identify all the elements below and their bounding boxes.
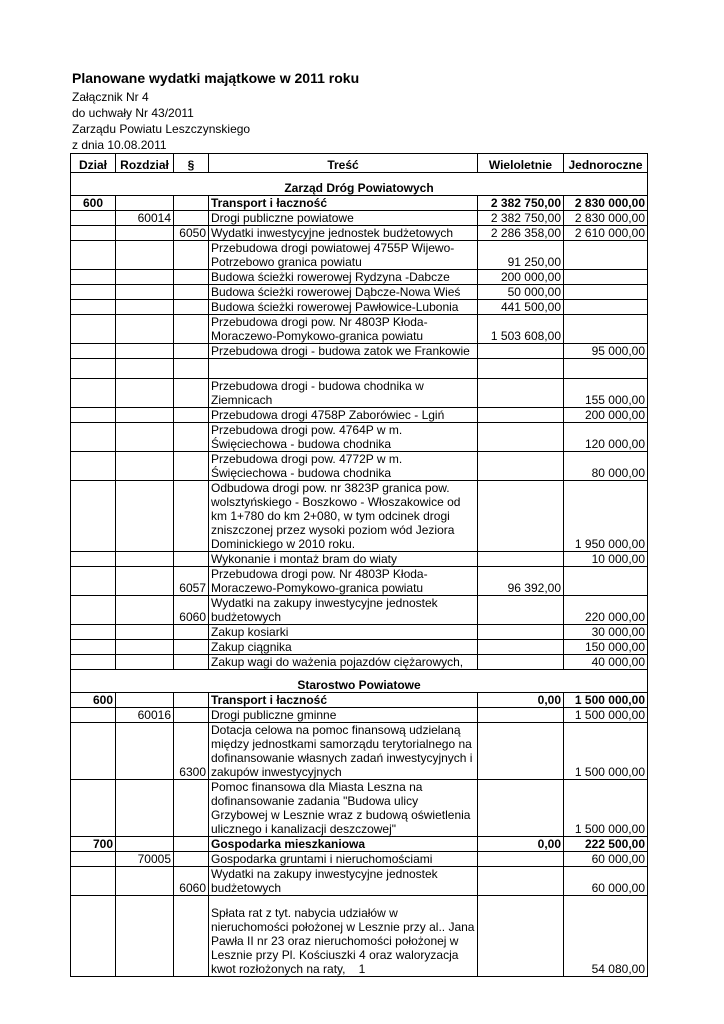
cell-dzial: [71, 359, 116, 379]
subtitle-line-1: Załącznik Nr 4: [72, 90, 149, 104]
cell-jednoroczne: [564, 270, 648, 285]
cell-dzial: 700: [71, 837, 116, 852]
table-header-row: [71, 154, 648, 173]
cell-wieloletnie: [478, 867, 564, 896]
table-row: [71, 423, 648, 452]
cell-paragraf: 6057: [174, 567, 209, 596]
table-body: [71, 173, 648, 977]
cell-jednoroczne: 1 950 000,00: [564, 481, 648, 552]
cell-wieloletnie: [478, 379, 564, 408]
cell-tresc: Przebudowa drogi - budowa chodnika w Ziemnicach: [209, 379, 478, 408]
cell-tresc: Drogi publiczne gminne: [209, 708, 478, 723]
cell-wieloletnie: 96 392,00: [478, 567, 564, 596]
cell-dzial: [71, 379, 116, 408]
cell-dzial: 600: [71, 693, 116, 708]
header-paragraf: §: [174, 154, 209, 173]
cell-paragraf: [174, 780, 209, 837]
cell-jednoroczne: 120 000,00: [564, 423, 648, 452]
cell-paragraf: [174, 196, 209, 211]
cell-rozdzial: [116, 315, 174, 344]
cell-rozdzial: [116, 344, 174, 359]
cell-paragraf: 6300: [174, 723, 209, 780]
cell-rozdzial: [116, 723, 174, 780]
cell-wieloletnie: [478, 423, 564, 452]
cell-tresc: Gospodarka gruntami i nieruchomościami: [209, 852, 478, 867]
cell-wieloletnie: 441 500,00: [478, 300, 564, 315]
cell-wieloletnie: [478, 408, 564, 423]
table-row: [71, 241, 648, 270]
cell-wieloletnie: 200 000,00: [478, 270, 564, 285]
cell-rozdzial: [116, 780, 174, 837]
cell-wieloletnie: [478, 596, 564, 625]
cell-jednoroczne: 1 500 000,00: [564, 780, 648, 837]
cell-paragraf: [174, 423, 209, 452]
table-row: [71, 452, 648, 481]
table-row: [71, 344, 648, 359]
cell-wieloletnie: 1 503 608,00: [478, 315, 564, 344]
cell-wieloletnie: [478, 780, 564, 837]
cell-dzial: [71, 226, 116, 241]
cell-tresc: Wydatki na zakupy inwestycyjne jednostek budżetowych: [209, 596, 478, 625]
cell-rozdzial: [116, 567, 174, 596]
cell-paragraf: [174, 315, 209, 344]
cell-wieloletnie: [478, 344, 564, 359]
cell-tresc: Przebudowa drogi powiatowej 4755P Wijewo-Potrzebowo granica powiatu: [209, 241, 478, 270]
cell-dzial: 600: [71, 196, 116, 211]
cell-paragraf: [174, 625, 209, 640]
cell-dzial: [71, 655, 116, 670]
page-number: 1: [358, 962, 366, 976]
cell-tresc: Gospodarka mieszkaniowa: [209, 837, 478, 852]
cell-dzial: [71, 408, 116, 423]
cell-jednoroczne: [564, 359, 648, 379]
cell-rozdzial: [116, 552, 174, 567]
cell-tresc: Odbudowa drogi pow. nr 3823P granica pow. wolsztyńskiego - Boszkowo - Włoszakowice od km 1+780 do km 2+080, w tym odcinek drogi zniszczonej przez wysoki poziom wód Jeziora Dominickiego w 2010 roku.: [209, 481, 478, 552]
cell-tresc: Spłata rat z tyt. nabycia udziałów w nieruchomości położonej w Lesznie przy al.. Jana Pawła II nr 23 oraz nieruchomości położonej w Lesznie przy Pl. Kościuszki 4 oraz waloryzacja kwot rozłożonych na raty,: [209, 896, 478, 977]
cell-rozdzial: [116, 196, 174, 211]
cell-rozdzial: [116, 625, 174, 640]
header-rozdzial: Rozdział: [116, 154, 174, 173]
cell-rozdzial: 60014: [116, 211, 174, 226]
cell-jednoroczne: 1 500 000,00: [564, 723, 648, 780]
table-row: [71, 655, 648, 670]
table-row: [71, 596, 648, 625]
subtitle-line-3: Zarządu Powiatu Leszczynskiego: [72, 122, 251, 136]
cell-paragraf: [174, 379, 209, 408]
cell-rozdzial: [116, 379, 174, 408]
table-row: [71, 408, 648, 423]
table-row: [71, 315, 648, 344]
cell-paragraf: [174, 655, 209, 670]
cell-wieloletnie: [478, 552, 564, 567]
cell-jednoroczne: [564, 241, 648, 270]
table-row: [71, 300, 648, 315]
cell-tresc: Wykonanie i montaż bram do wiaty: [209, 552, 478, 567]
cell-jednoroczne: 150 000,00: [564, 640, 648, 655]
cell-tresc: Drogi publiczne powiatowe: [209, 211, 478, 226]
cell-jednoroczne: 60 000,00: [564, 867, 648, 896]
table-row: [71, 852, 648, 867]
cell-jednoroczne: 40 000,00: [564, 655, 648, 670]
cell-wieloletnie: 0,00: [478, 693, 564, 708]
table-row: [71, 780, 648, 837]
table-row: [71, 226, 648, 241]
cell-rozdzial: [116, 640, 174, 655]
cell-dzial: [71, 300, 116, 315]
cell-paragraf: [174, 270, 209, 285]
cell-tresc: Przebudowa drogi 4758P Zaborówiec - Lgiń: [209, 408, 478, 423]
cell-jednoroczne: 2 830 000,00: [564, 211, 648, 226]
cell-dzial: [71, 211, 116, 226]
cell-dzial: [71, 852, 116, 867]
section-header-row: [71, 173, 648, 196]
cell-dzial: [71, 552, 116, 567]
cell-paragraf: [174, 552, 209, 567]
expenditure-table: [70, 153, 648, 977]
cell-rozdzial: [116, 452, 174, 481]
cell-rozdzial: [116, 693, 174, 708]
cell-tresc: Budowa ścieżki rowerowej Pawłowice-Lubonia: [209, 300, 478, 315]
cell-tresc: Transport i łaczność: [209, 196, 478, 211]
cell-wieloletnie: [478, 481, 564, 552]
table-row: [71, 379, 648, 408]
section-title: Starostwo Powiatowe: [71, 670, 648, 693]
table-row: [71, 723, 648, 780]
cell-tresc: Wydatki na zakupy inwestycyjne jednostek budżetowych: [209, 867, 478, 896]
cell-jednoroczne: 1 500 000,00: [564, 693, 648, 708]
table-row: [71, 837, 648, 852]
cell-rozdzial: [116, 867, 174, 896]
cell-dzial: [71, 452, 116, 481]
cell-rozdzial: [116, 655, 174, 670]
table-row: [71, 867, 648, 896]
cell-paragraf: [174, 300, 209, 315]
cell-jednoroczne: [564, 567, 648, 596]
cell-dzial: [71, 708, 116, 723]
cell-tresc: Przebudowa drogi - budowa zatok we Frankowie: [209, 344, 478, 359]
cell-wieloletnie: [478, 723, 564, 780]
cell-tresc: Budowa ścieżki rowerowej Rydzyna -Dabcze: [209, 270, 478, 285]
cell-tresc: Przebudowa drogi pow. 4772P w m. Święciechowa - budowa chodnika: [209, 452, 478, 481]
subtitle-line-2: do uchwały Nr 43/2011: [72, 106, 194, 120]
cell-rozdzial: [116, 596, 174, 625]
table-row: [71, 552, 648, 567]
header-tresc: Treść: [209, 154, 478, 173]
cell-wieloletnie: 2 382 750,00: [478, 211, 564, 226]
table-row: [71, 285, 648, 300]
cell-rozdzial: [116, 481, 174, 552]
cell-tresc: Zakup wagi do ważenia pojazdów ciężarowych,: [209, 655, 478, 670]
cell-rozdzial: [116, 423, 174, 452]
table-row: [71, 693, 648, 708]
cell-jednoroczne: 60 000,00: [564, 852, 648, 867]
cell-paragraf: [174, 285, 209, 300]
cell-jednoroczne: [564, 315, 648, 344]
document-header: [72, 70, 359, 153]
cell-wieloletnie: 2 382 750,00: [478, 196, 564, 211]
cell-tresc: Zakup kosiarki: [209, 625, 478, 640]
cell-wieloletnie: [478, 452, 564, 481]
cell-paragraf: [174, 359, 209, 379]
table-row: [71, 359, 648, 379]
cell-jednoroczne: 222 500,00: [564, 837, 648, 852]
cell-wieloletnie: [478, 640, 564, 655]
cell-paragraf: 6050: [174, 226, 209, 241]
table-row: [71, 625, 648, 640]
cell-wieloletnie: [478, 852, 564, 867]
cell-jednoroczne: 95 000,00: [564, 344, 648, 359]
cell-dzial: [71, 625, 116, 640]
cell-jednoroczne: 54 080,00: [564, 896, 648, 977]
section-header-row: [71, 670, 648, 693]
cell-jednoroczne: 155 000,00: [564, 379, 648, 408]
cell-paragraf: [174, 693, 209, 708]
cell-paragraf: [174, 344, 209, 359]
cell-rozdzial: [116, 300, 174, 315]
cell-rozdzial: [116, 359, 174, 379]
cell-dzial: [71, 867, 116, 896]
cell-paragraf: [174, 852, 209, 867]
cell-jednoroczne: 30 000,00: [564, 625, 648, 640]
cell-wieloletnie: [478, 655, 564, 670]
cell-jednoroczne: 80 000,00: [564, 452, 648, 481]
table-row: [71, 708, 648, 723]
cell-tresc: Przebudowa drogi pow. Nr 4803P Kłoda-Moraczewo-Pomykowo-granica powiatu: [209, 567, 478, 596]
header-jednoroczne: Jednoroczne: [564, 154, 648, 173]
section-title: Zarząd Dróg Powiatowych: [71, 173, 648, 196]
cell-wieloletnie: [478, 359, 564, 379]
subtitle-line-4: z dnia 10.08.2011: [72, 138, 167, 152]
cell-tresc: Dotacja celowa na pomoc finansową udzielaną między jednostkami samorządu terytorialnego na dofinansowanie własnych zadań inwestycyjnych i zakupów inwestycyjnych: [209, 723, 478, 780]
cell-wieloletnie: 2 286 358,00: [478, 226, 564, 241]
cell-jednoroczne: [564, 300, 648, 315]
cell-dzial: [71, 270, 116, 285]
cell-jednoroczne: 2 830 000,00: [564, 196, 648, 211]
header-dzial: Dział: [71, 154, 116, 173]
cell-paragraf: 6060: [174, 867, 209, 896]
cell-jednoroczne: 220 000,00: [564, 596, 648, 625]
cell-tresc: Budowa ścieżki rowerowej Dąbcze-Nowa Wieś: [209, 285, 478, 300]
table-row: [71, 567, 648, 596]
cell-paragraf: [174, 408, 209, 423]
header-wieloletnie: Wieloletnie: [478, 154, 564, 173]
cell-jednoroczne: 2 610 000,00: [564, 226, 648, 241]
table-row: [71, 196, 648, 211]
cell-jednoroczne: 1 500 000,00: [564, 708, 648, 723]
cell-dzial: [71, 567, 116, 596]
table-row: [71, 211, 648, 226]
cell-jednoroczne: 200 000,00: [564, 408, 648, 423]
cell-rozdzial: [116, 285, 174, 300]
cell-paragraf: 6060: [174, 596, 209, 625]
cell-dzial: [71, 723, 116, 780]
cell-dzial: [71, 780, 116, 837]
cell-dzial: [71, 423, 116, 452]
cell-wieloletnie: 0,00: [478, 837, 564, 852]
cell-jednoroczne: 10 000,00: [564, 552, 648, 567]
cell-paragraf: [174, 452, 209, 481]
cell-tresc: Przebudowa drogi pow. Nr 4803P Kłoda-Moraczewo-Pomykowo-granica powiatu: [209, 315, 478, 344]
cell-wieloletnie: 50 000,00: [478, 285, 564, 300]
cell-dzial: [71, 315, 116, 344]
cell-paragraf: [174, 481, 209, 552]
cell-rozdzial: 70005: [116, 852, 174, 867]
cell-dzial: [71, 344, 116, 359]
cell-wieloletnie: [478, 625, 564, 640]
table-row: [71, 640, 648, 655]
cell-tresc: Przebudowa drogi pow. 4764P w m. Święciechowa - budowa chodnika: [209, 423, 478, 452]
cell-dzial: [71, 596, 116, 625]
cell-paragraf: [174, 837, 209, 852]
cell-rozdzial: [116, 408, 174, 423]
cell-wieloletnie: 91 250,00: [478, 241, 564, 270]
table-row: [71, 481, 648, 552]
cell-rozdzial: [116, 241, 174, 270]
table-row: [71, 270, 648, 285]
cell-dzial: [71, 285, 116, 300]
cell-paragraf: [174, 640, 209, 655]
cell-tresc: Zakup ciągnika: [209, 640, 478, 655]
cell-paragraf: [174, 241, 209, 270]
cell-jednoroczne: [564, 285, 648, 300]
cell-tresc: Pomoc finansowa dla Miasta Leszna na dofinansowanie zadania "Budowa ulicy Grzybowej w Lesznie wraz z budową oświetlenia ulicznego i kanalizacji deszczowej": [209, 780, 478, 837]
document-title: Planowane wydatki majątkowe w 2011 roku: [72, 70, 360, 86]
cell-tresc: Wydatki inwestycyjne jednostek budżetowych: [209, 226, 478, 241]
cell-rozdzial: [116, 837, 174, 852]
cell-dzial: [71, 481, 116, 552]
cell-rozdzial: [116, 270, 174, 285]
cell-rozdzial: [116, 226, 174, 241]
cell-dzial: [71, 241, 116, 270]
cell-dzial: [71, 640, 116, 655]
cell-wieloletnie: [478, 708, 564, 723]
cell-paragraf: [174, 211, 209, 226]
cell-rozdzial: 60016: [116, 708, 174, 723]
cell-tresc: Transport i łaczność: [209, 693, 478, 708]
cell-paragraf: [174, 708, 209, 723]
cell-tresc: [209, 359, 478, 379]
